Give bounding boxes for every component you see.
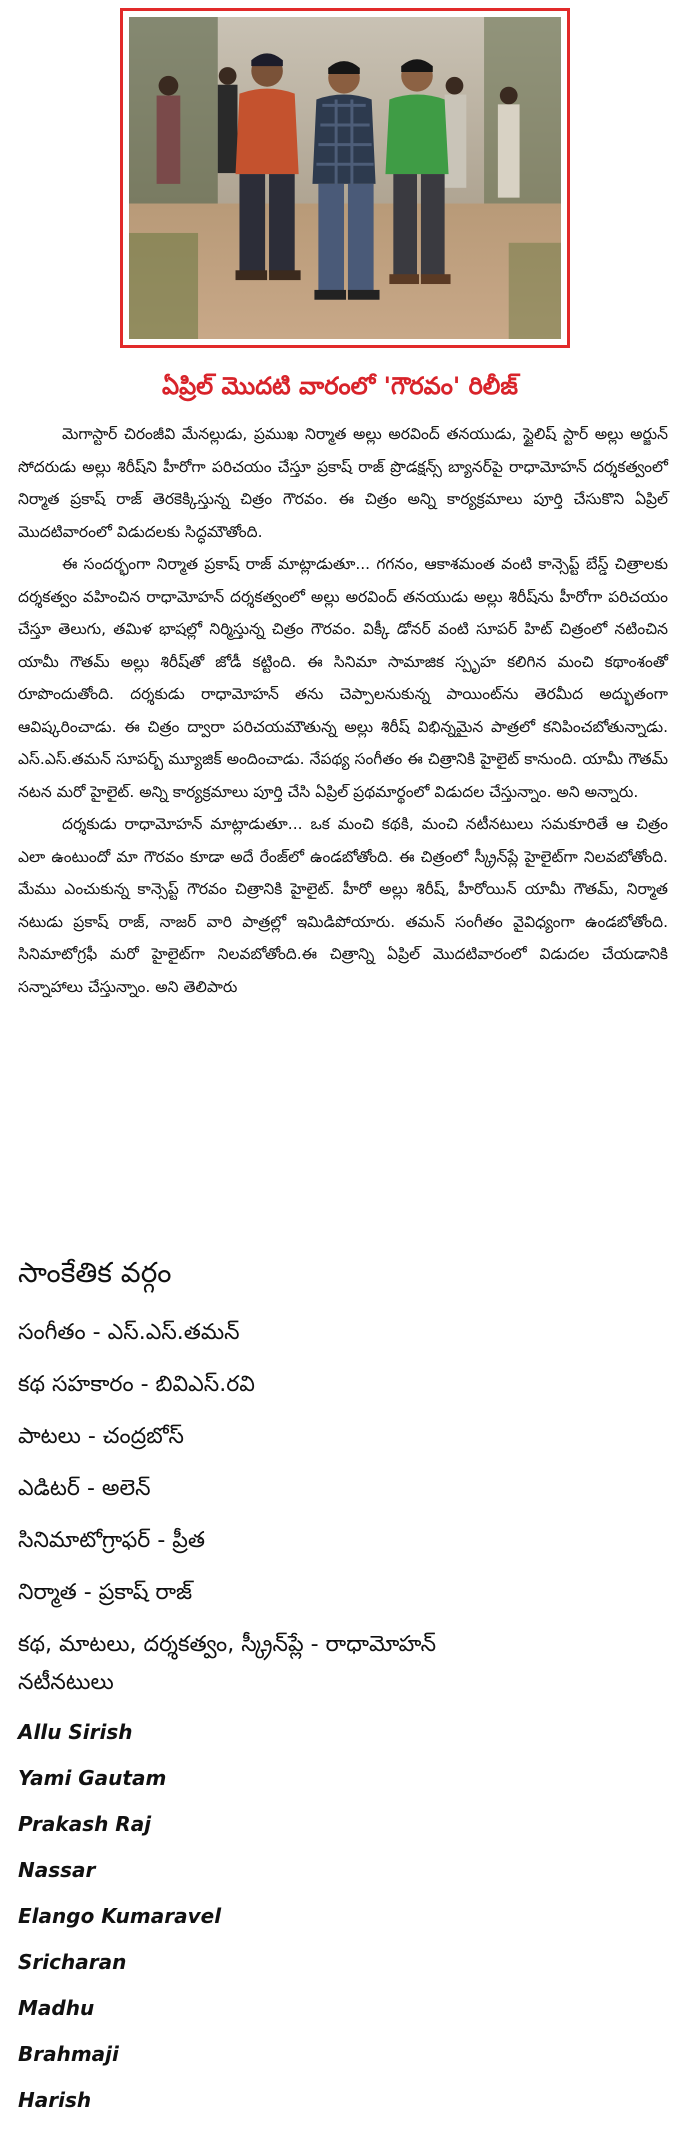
movie-still-frame bbox=[120, 8, 570, 348]
credit-item: కథ, మాటలు, దర్శకత్వం, స్క్రీన్‌ప్లే - రాధామోహన్ bbox=[18, 1632, 437, 1657]
article-paragraph: ఈ సందర్భంగా నిర్మాత ప్రకాష్ రాజ్ మాట్లాడుతూ... గగనం, ఆకాశమంత వంటి కాన్సెప్ట్ బేస్డ్ చిత్రాలకు దర్శకత్వం వహించిన రాధామోహన్ దర్శకత్వంలో అల్లు అరవింద్ తనయుడు అల్లు శిరీష్‌ను హీరోగా పరిచయం చేస్తూ తెలుగు, తమిళ భాషల్లో నిర్మిస్తున్న చిత్రం గౌరవం. విక్కీ డోనర్ వంటి సూపర్ హిట్ చిత్రంలో నటించిన యామీ గౌతమ్ అల్లు శిరీష్‌తో జోడీ కట్టింది. ఈ సినిమా సామాజిక స్పృహ కలిగిన మంచి కథాంశంతో రూపొందుతోంది. దర్శకుడు రాధామోహన్ తను చెప్పాలనుకున్న పాయింట్‌ను తెరమీద అద్భుతంగా ఆవిష్కరించాడు. ఈ చిత్రం ద్వారా పరిచయమౌతున్న అల్లు శిరీష్ విభిన్నమైన పాత్రలో కనిపించబోతున్నాడు. ఎస్.ఎస్.తమన్ సూపర్బ్ మ్యూజిక్ అందించాడు. నేపథ్య సంగీతం ఈ చిత్రానికి హైలైట్ కానుంది. యామీ గౌతమ్ నటన మరో హైలైట్. అన్ని కార్యక్రమాలు పూర్తి చేసి ఏప్రిల్ ప్రథమార్థంలో విడుదల చేస్తున్నాం. అని అన్నారు. bbox=[18, 555, 668, 801]
credit-item: నిర్మాత - ప్రకాష్ రాజ్ bbox=[18, 1580, 193, 1605]
cast-member: Brahmaji bbox=[18, 2042, 119, 2066]
cast-member: Prakash Raj bbox=[18, 1812, 152, 1836]
article-paragraph: మెగాస్టార్ చిరంజీవి మేనల్లుడు, ప్రముఖ నిర్మాత అల్లు అరవింద్ తనయుడు, స్టైలిష్ స్టార్ అల్లు అర్జున్ సోదరుడు అల్లు శిరీష్‌ని హీరోగా పరిచయం చేస్తూ ప్రకాష్ రాజ్ ప్రొడక్షన్స్ బ్యానర్‌పై రాధామోహన్ దర్శకత్వంలో నిర్మాత ప్రకాష్ రాజ్ తెరకెక్కిస్తున్న చిత్రం గౌరవం. ఈ చిత్రం అన్ని కార్యక్రమాలు పూర్తి చేసుకొని ఏప్రిల్ మొదటివారంలో విడుదలకు సిద్ధమౌతోంది. bbox=[18, 425, 668, 541]
credit-item: సంగీతం - ఎస్.ఎస్.తమన్ bbox=[18, 1320, 240, 1345]
article-body bbox=[18, 418, 668, 1003]
cast-member: Sricharan bbox=[18, 1950, 127, 1974]
movie-still-photo bbox=[129, 17, 561, 339]
cast-member: Allu Sirish bbox=[18, 1720, 133, 1744]
credit-item: సినిమాటోగ్రాఫర్ - ప్రీత bbox=[18, 1528, 206, 1553]
cast-member: Madhu bbox=[18, 1996, 95, 2020]
credit-item: పాటలు - చంద్రబోస్ bbox=[18, 1424, 185, 1449]
article-paragraph: దర్శకుడు రాధామోహన్ మాట్లాడుతూ... ఒక మంచి కథకి, మంచి నటీనటులు సమకూరితే ఆ చిత్రం ఎలా ఉంటుందో మా గౌరవం కూడా అదే రేంజ్‌లో ఉండబోతోంది. ఈ చిత్రంలో స్క్రీన్‌ప్లే హైలైట్‌గా నిలవబోతోంది. మేము ఎంచుకున్న కాన్సెప్ట్ గౌరవం చిత్రానికి హైలైట్. హీరో అల్లు శిరీష్, హీరోయిన్ యామీ గౌతమ్, నిర్మాత నటుడు ప్రకాష్ రాజ్, నాజర్ వారి పాత్రల్లో ఇమిడిపోయారు. తమన్ సంగీతం వైవిధ్యంగా ఉండబోతోంది. సినిమాటోగ్రఫీ మరో హైలైట్‌గా నిలవబోతోంది.ఈ చిత్రాన్ని ఏప్రిల్ మొదటివారంలో విడుదల చేయడానికి సన్నాహాలు చేస్తున్నాం. అని తెలిపారు bbox=[18, 815, 668, 996]
cast-member: Nassar bbox=[18, 1858, 96, 1882]
cast-member: Harish bbox=[18, 2088, 92, 2112]
cast-heading: నటీనటులు bbox=[18, 1670, 114, 1695]
technical-crew-heading: సాంకేతిక వర్గం bbox=[18, 1256, 172, 1289]
article-headline: ఏప్రిల్ మొదటి వారంలో 'గౌరవం' రిలీజ్ bbox=[162, 372, 518, 400]
credit-item: ఎడిటర్ - అలెన్ bbox=[18, 1476, 151, 1501]
cast-member: Elango Kumaravel bbox=[18, 1904, 222, 1928]
cast-member: Yami Gautam bbox=[18, 1766, 167, 1790]
technical-credits-list bbox=[18, 1318, 668, 1682]
cast-list bbox=[18, 1718, 221, 2132]
credit-item: కథ సహకారం - బివిఎస్.రవి bbox=[18, 1372, 255, 1397]
